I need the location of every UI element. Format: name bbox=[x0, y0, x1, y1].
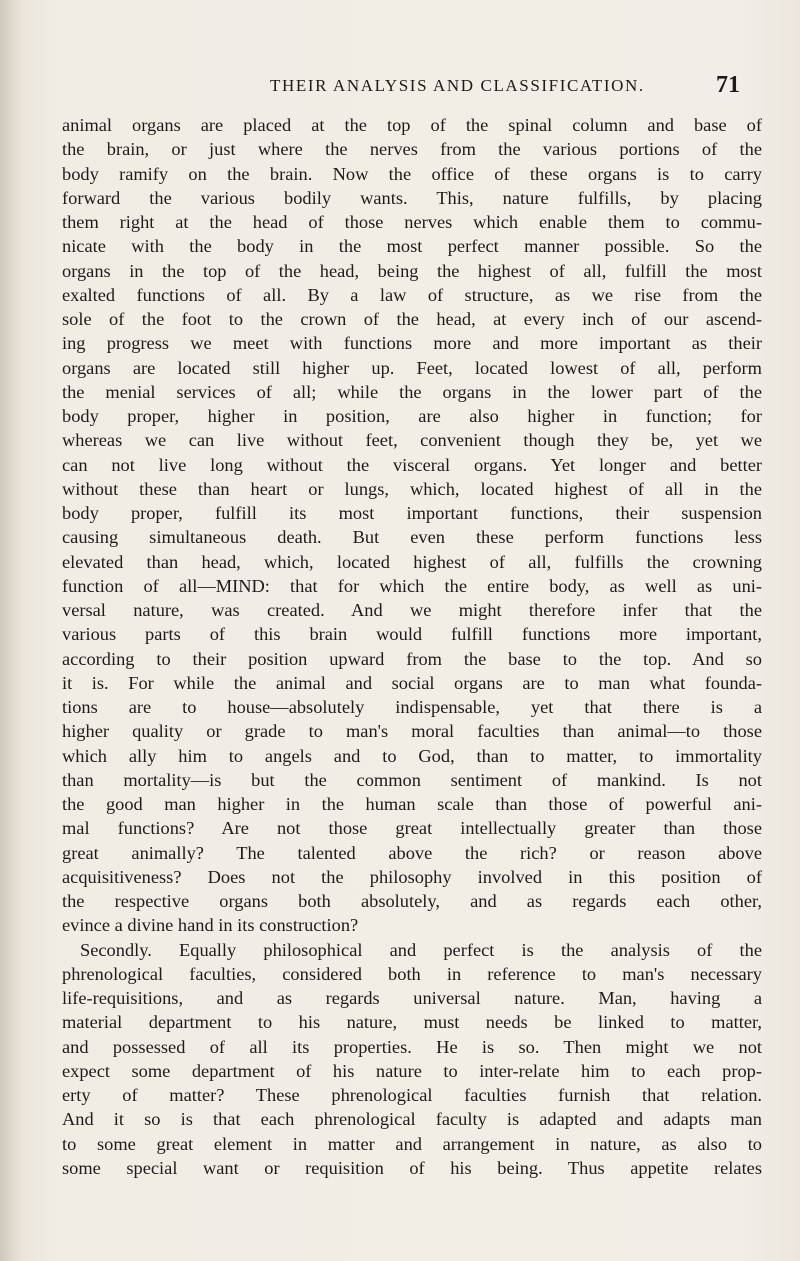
text-line: And it so is that each phrenological faculty is adapted and adapts man bbox=[62, 1109, 762, 1130]
text-line: nicate with the body in the most perfect manner possible. So the bbox=[62, 236, 762, 257]
page-number: 71 bbox=[716, 72, 740, 98]
text-line: higher quality or grade to man's moral faculties than animal—to those bbox=[62, 721, 762, 742]
text-line: great animally? The talented above the rich? or reason above bbox=[62, 842, 762, 863]
text-line: the brain, or just where the nerves from the various portions of the bbox=[62, 139, 762, 160]
text-line: some special want or requisition of his being. Thus appetite relates bbox=[62, 1157, 762, 1178]
text-line: body proper, fulfill its most important functions, their suspension bbox=[62, 503, 762, 523]
text-line: life-requisitions, and as regards universal nature. Man, having a bbox=[62, 988, 762, 1008]
text-line: without these than heart or lungs, which, located highest of all in the bbox=[62, 478, 762, 499]
running-title: THEIR ANALYSIS AND CLASSIFICATION. bbox=[270, 76, 645, 95]
text-line: organs in the top of the head, being the highest of all, fulfill the most bbox=[62, 260, 762, 281]
text-line: erty of matter? These phrenological faculties furnish that relation. bbox=[62, 1085, 762, 1105]
text-line: elevated than head, which, located highest of all, fulfills the crowning bbox=[62, 551, 762, 572]
text-line: various parts of this brain would fulfill functions more important, bbox=[62, 624, 762, 645]
text-line: phrenological faculties, considered both in reference to man's necessary bbox=[62, 963, 762, 984]
text-line: mal functions? Are not those great intellectually greater than those bbox=[62, 818, 762, 839]
text-line: material department to his nature, must needs be linked to matter, bbox=[62, 1012, 762, 1033]
text-line: tions are to house—absolutely indispensable, yet that there is a bbox=[62, 697, 762, 717]
text-line: to some great element in matter and arrangement in nature, as also to bbox=[62, 1133, 762, 1154]
text-line: the good man higher in the human scale than those of powerful ani- bbox=[62, 794, 762, 814]
text-line: organs are located still higher up. Feet, located lowest of all, perform bbox=[62, 357, 762, 378]
text-line: than mortality—is but the common sentiment of mankind. Is not bbox=[62, 769, 762, 790]
body-text bbox=[62, 113, 762, 1180]
text-line: whereas we can live without feet, convenient though they be, yet we bbox=[62, 430, 762, 451]
text-line: evince a divine hand in its construction? bbox=[62, 915, 359, 936]
running-head bbox=[270, 74, 740, 104]
text-line: and possessed of all its properties. He is so. Then might we not bbox=[62, 1036, 762, 1057]
text-line: body ramify on the brain. Now the office of these organs is to carry bbox=[62, 163, 762, 184]
text-line: can not live long without the visceral organs. Yet longer and better bbox=[62, 454, 762, 475]
text-line: it is. For while the animal and social organs are to man what founda- bbox=[62, 672, 762, 693]
text-line: the respective organs both absolutely, and as regards each other, bbox=[62, 891, 762, 911]
text-line: animal organs are placed at the top of the spinal column and base of bbox=[62, 115, 762, 135]
text-line: the menial services of all; while the organs in the lower part of the bbox=[62, 381, 762, 402]
text-line: expect some department of his nature to inter-relate him to each prop- bbox=[62, 1060, 762, 1081]
text-line: which ally him to angels and to God, than to matter, to immortality bbox=[62, 745, 762, 766]
text-line: Secondly. Equally philosophical and perfect is the analysis of the bbox=[80, 939, 762, 960]
text-line: them right at the head of those nerves which enable them to commu- bbox=[62, 212, 762, 232]
text-line: versal nature, was created. And we might therefore infer that the bbox=[62, 600, 762, 620]
text-line: forward the various bodily wants. This, nature fulfills, by placing bbox=[62, 187, 762, 208]
text-line: according to their position upward from the base to the top. And so bbox=[62, 648, 762, 669]
text-line: causing simultaneous death. But even these perform functions less bbox=[62, 527, 762, 548]
text-line: function of all—MIND: that for which the entire body, as well as uni- bbox=[62, 575, 762, 596]
text-line: body proper, higher in position, are also higher in function; for bbox=[62, 406, 762, 426]
text-line: acquisitiveness? Does not the philosophy involved in this position of bbox=[62, 866, 762, 887]
text-line: exalted functions of all. By a law of structure, as we rise from the bbox=[62, 284, 762, 305]
text-line: ing progress we meet with functions more and more important as their bbox=[62, 333, 762, 354]
text-line: sole of the foot to the crown of the head, at every inch of our ascend- bbox=[62, 309, 762, 329]
